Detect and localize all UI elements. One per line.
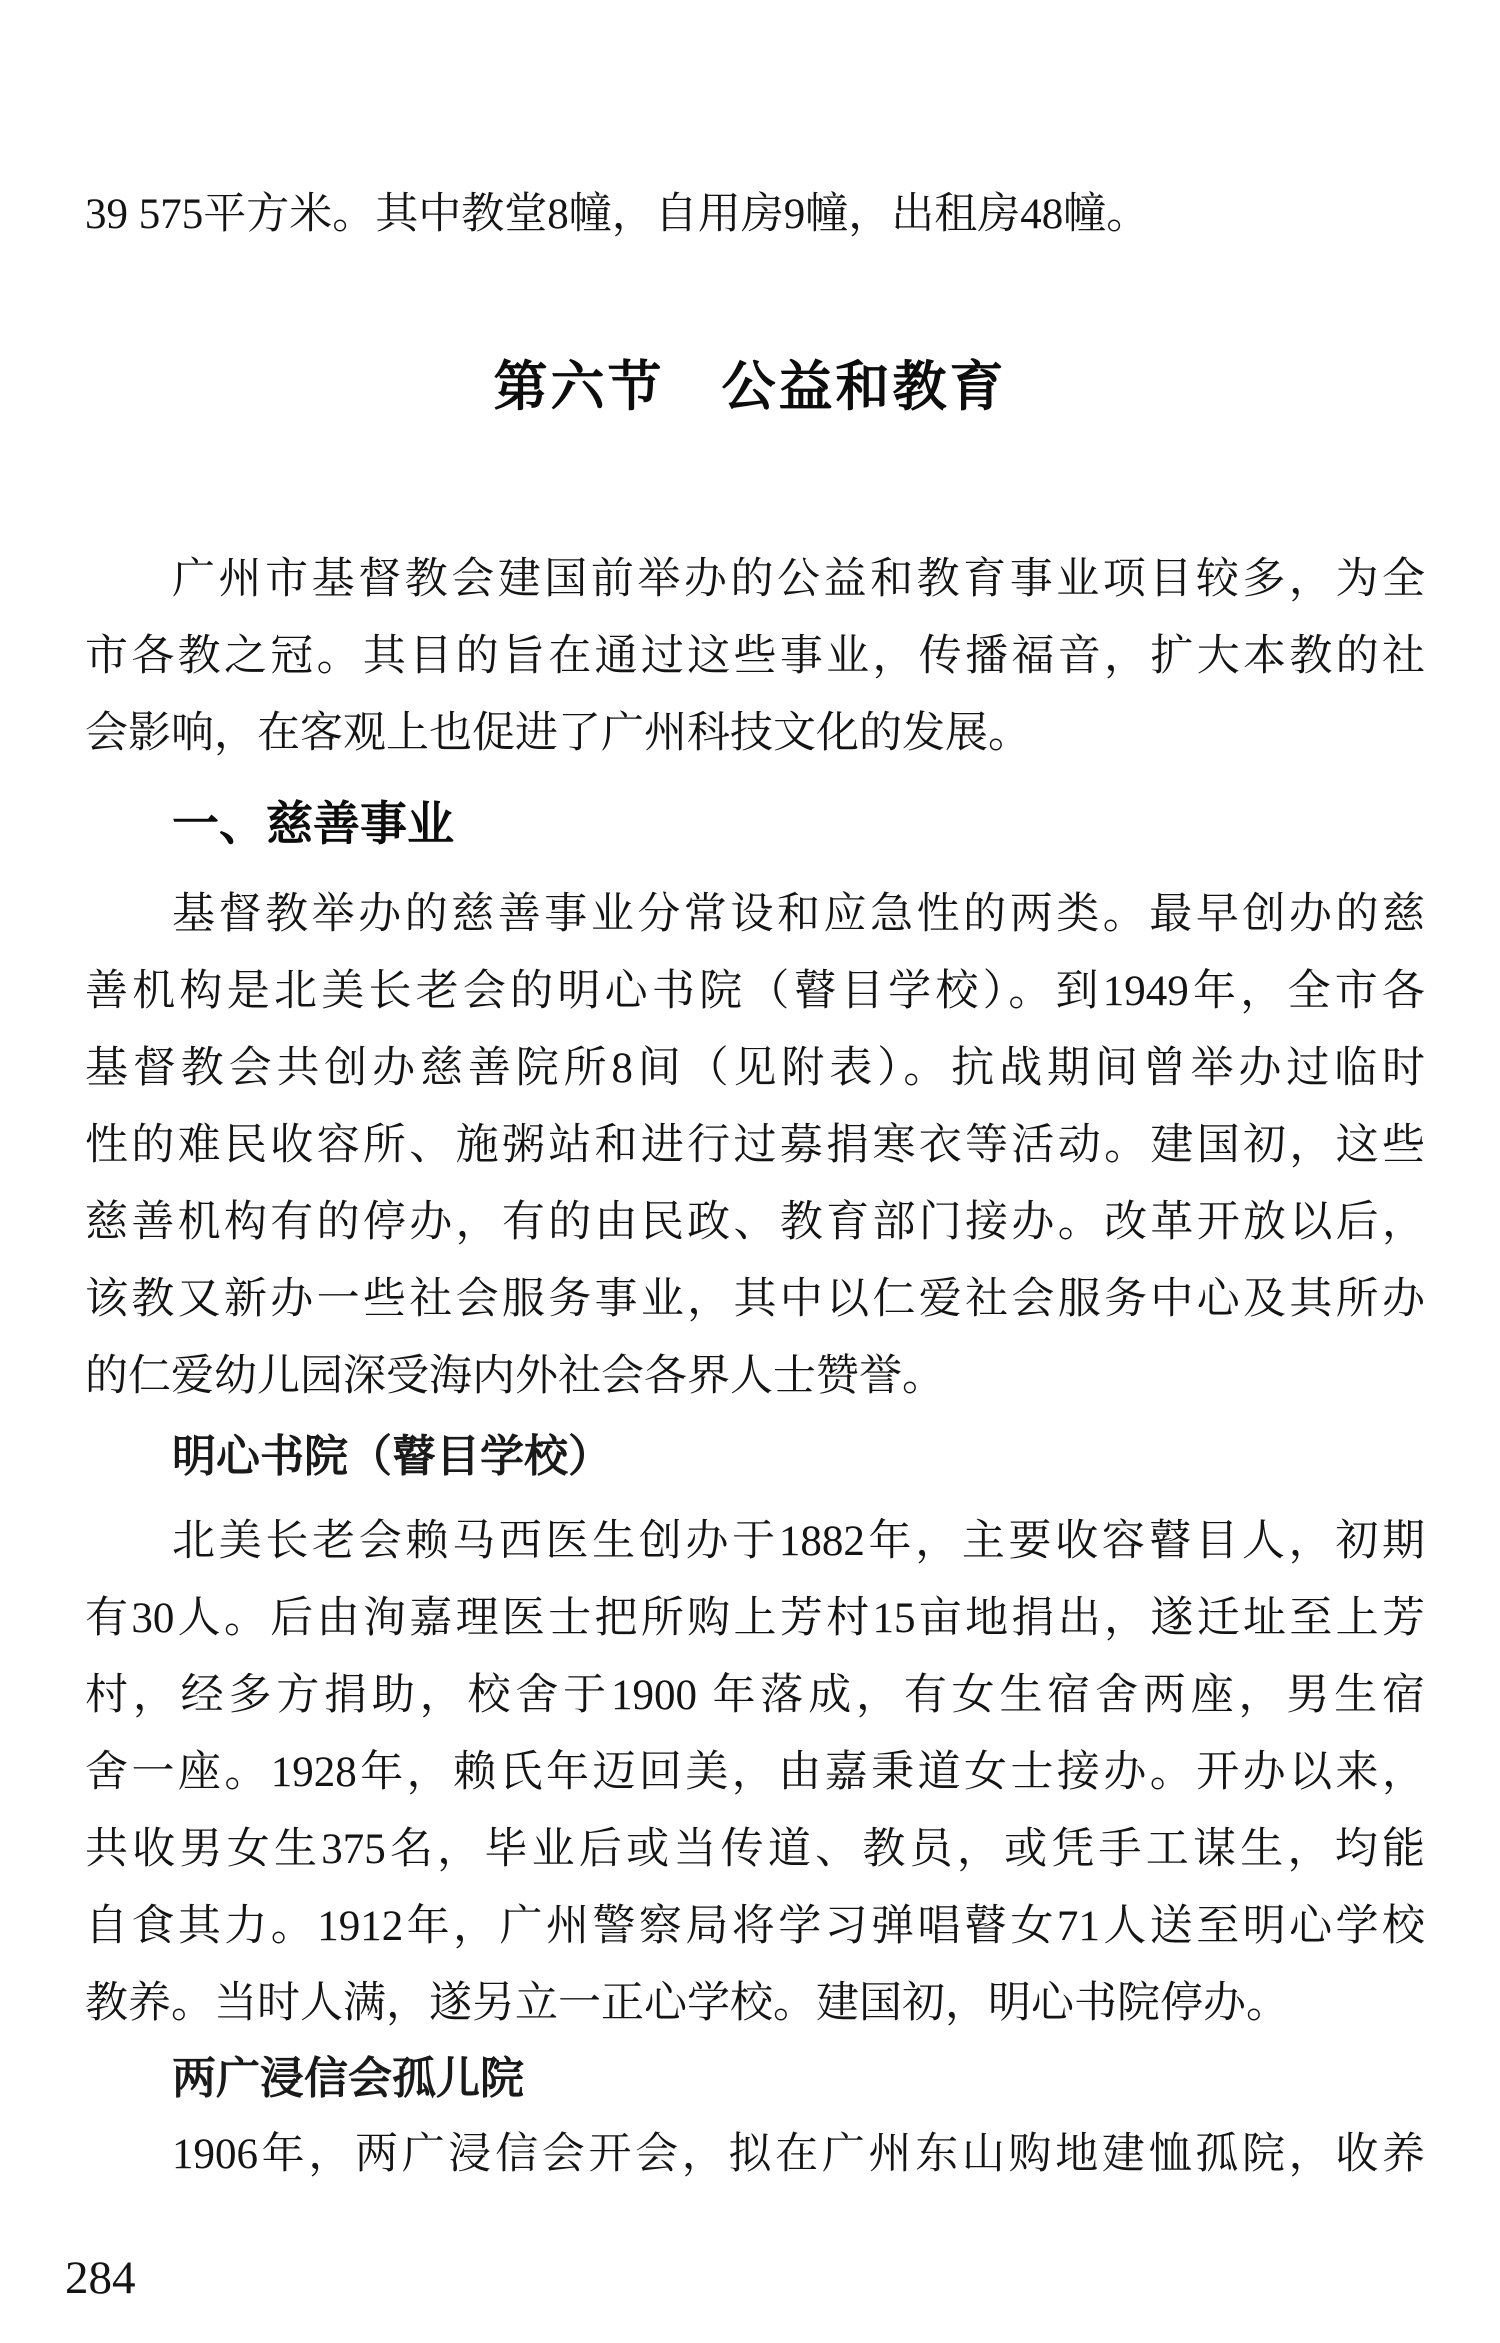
body-text-line: 的仁爱幼儿园深受海内外社会各界人士赞誉。 [85, 1353, 945, 1400]
subheading-orphanage: 两广浸信会孤儿院 [172, 2054, 524, 2103]
body-text-line: 1906年，两广浸信会开会，拟在广州东山购地建恤孤院，收养 [172, 2131, 1425, 2178]
body-text-line: 舍一座。1928年，赖氏年迈回美，由嘉秉道女士接办。开办以来， [85, 1749, 1425, 1796]
section-heading: 第六节 公益和教育 [493, 357, 1007, 417]
paragraph-mingxin-school [85, 1503, 1425, 2042]
body-text-line: 性的难民收容所、施粥站和进行过募捐寒衣等活动。建国初，这些 [85, 1122, 1425, 1169]
body-text-line: 善机构是北美长老会的明心书院（瞽目学校）。到1949年，全市各 [85, 968, 1425, 1015]
body-text-line: 共收男女生375名，毕业后或当传道、教员，或凭手工谋生，均能 [85, 1826, 1425, 1873]
page-number: 284 [65, 2252, 136, 2304]
body-text-line: 广州市基督教会建国前举办的公益和教育事业项目较多，为全 [172, 556, 1425, 603]
subheading-charity: 一、慈善事业 [172, 797, 454, 850]
paragraph-charity [85, 876, 1425, 1415]
body-text-line: 基督教举办的慈善事业分常设和应急性的两类。最早创办的慈 [172, 891, 1425, 938]
body-text-line: 村，经多方捐助，校舍于1900 年落成，有女生宿舍两座，男生宿 [85, 1672, 1425, 1719]
body-text-line: 基督教会共创办慈善院所8间（见附表）。抗战期间曾举办过临时 [85, 1045, 1425, 1092]
body-text-line: 自食其力。1912年，广州警察局将学习弹唱瞽女71人送至明心学校 [85, 1903, 1425, 1950]
body-text-line: 慈善机构有的停办，有的由民政、教育部门接办。改革开放以后， [85, 1199, 1425, 1246]
subheading-mingxin-school: 明心书院（瞽目学校） [172, 1432, 612, 1481]
body-text-line: 有30人。后由洵嘉理医士把所购上芳村15亩地捐出，遂迁址至上芳 [85, 1595, 1425, 1642]
paragraph-continuation [85, 176, 1425, 253]
body-text-line: 教养。当时人满，遂另立一正心学校。建国初，明心书院停办。 [85, 1980, 1289, 2027]
body-text-line: 39 575平方米。其中教堂8幢，自用房9幢，出租房48幢。 [85, 191, 1150, 238]
body-text-line: 会影响，在客观上也促进了广州科技文化的发展。 [85, 710, 1031, 757]
body-text-line: 该教又新办一些社会服务事业，其中以仁爱社会服务中心及其所办 [85, 1276, 1425, 1323]
paragraph-orphanage [85, 2116, 1425, 2193]
body-text-line: 市各教之冠。其目的旨在通过这些事业，传播福音，扩大本教的社 [85, 633, 1425, 680]
paragraph-overview [85, 541, 1425, 772]
body-text-line: 北美长老会赖马西医生创办于1882年，主要收容瞽目人，初期 [172, 1518, 1425, 1565]
